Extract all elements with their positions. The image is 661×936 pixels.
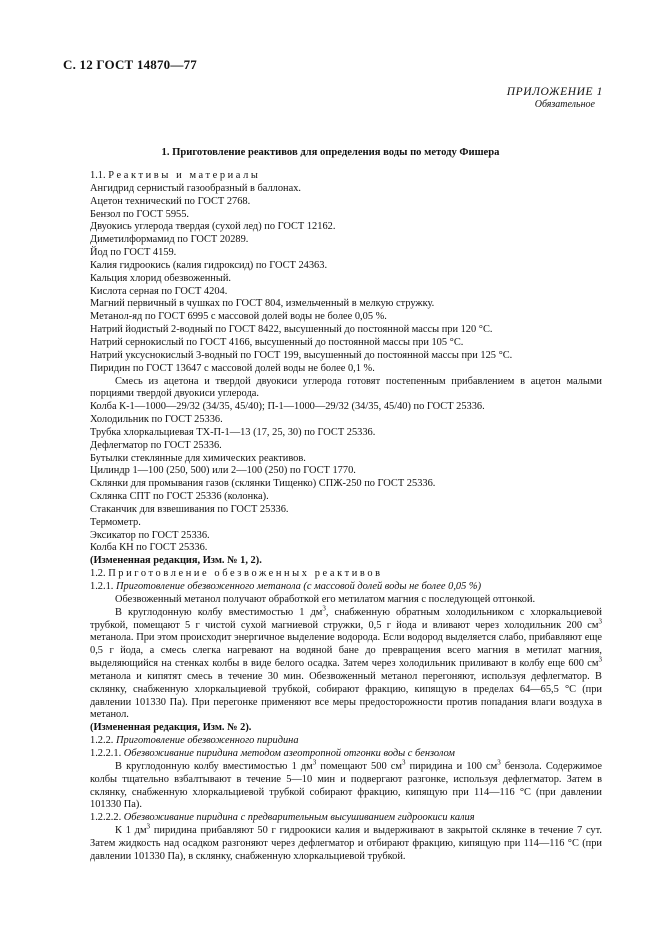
- list-item: Пиридин по ГОСТ 13647 с массовой долей воды не более 0,1 %.: [90, 362, 375, 374]
- superscript: 3: [312, 758, 317, 767]
- paragraph: [90, 604, 602, 723]
- annex-status: Обязательное: [534, 99, 595, 110]
- clause-number: 1.2.2.2.: [90, 812, 122, 824]
- list-item: Кислота серная по ГОСТ 4204.: [90, 285, 228, 297]
- text-run: метанола. При этом происходит энергичное выделение водорода. Если водород выделяется слабо, прибавляют еще 0,5 г йода, а смесь слегка нагревают на водяной бане до превращения всего магния в метилат магния, выделяющийся на стенках колбы в виде белого осадка. Затем через холодильник приливают в колбу еще 600 см: [90, 632, 602, 670]
- subsection-title: Реактивы и материалы: [108, 170, 261, 181]
- superscript: 3: [598, 655, 602, 664]
- paragraph: [90, 822, 602, 864]
- text-run: пиридина прибавляют 50 г гидроокиси калия и выдерживают в закрытой склянке в течение 7 сут. Затем жидкость над осадком разгоняют через дефлегматор и отбирают фракцию, кипящую при 114—116 °С (при давлении 101330 Па), в склянку, снабженную хлоркальциевой трубкой.: [90, 825, 602, 862]
- section-title: 1. Приготовление реактивов для определения воды по методу Фишера: [161, 147, 500, 158]
- clause-number: 1.2.1.: [90, 581, 114, 592]
- subsection-1-2-heading: [90, 568, 602, 581]
- equipment-list: [90, 401, 602, 555]
- text-run: К 1 дм: [115, 825, 147, 837]
- edit-note: (Измененная редакция, Изм. № 2).: [90, 722, 252, 734]
- clause-1-2-2-1-heading: [90, 748, 602, 761]
- reagent-list: [90, 183, 602, 376]
- list-item: Ацетон технический по ГОСТ 2768.: [90, 195, 251, 207]
- superscript: 3: [146, 822, 151, 831]
- list-item: Стаканчик для взвешивания по ГОСТ 25336.: [90, 503, 289, 515]
- text-run: , снабженную обратным холодильником с хлоркальциевой трубкой, помещают 5 г чистой сухой магниевой стружки, 0,5 г йода и вливают через холодильник 200 см: [90, 606, 602, 631]
- text-run: В круглодонную колбу вместимостью 1 дм: [115, 760, 313, 772]
- superscript: 3: [598, 617, 602, 626]
- document-body: [90, 170, 602, 864]
- list-item: Склянка СПТ по ГОСТ 25336 (колонка).: [90, 491, 269, 503]
- list-item: Метанол-яд по ГОСТ 6995 с массовой долей воды не более 0,05 %.: [90, 311, 387, 323]
- list-item: Цилиндр 1—100 (250, 500) или 2—100 (250) по ГОСТ 1770.: [90, 465, 356, 477]
- list-item: Дефлегматор по ГОСТ 25336.: [90, 439, 222, 451]
- subsection-title: Приготовление обезвоженных реактивов: [108, 568, 383, 580]
- clause-title: Обезвоживание пиридина методом азеотропной отгонки воды с бензолом: [123, 747, 455, 759]
- list-item: Бензол по ГОСТ 5955.: [90, 208, 190, 220]
- subsection-1-1-heading: [90, 170, 602, 183]
- text-run: метанола и кипятят смесь в течение 30 мин. Обезвоженный метанол перегоняют, используя дефлегматор. В склянку, снабженную хлоркальциевой трубкой, собирают фракцию, кипящую в пределах 64—65,5 °С (при давлении 101330 Па). При перегонке применяют все меры предосторожности против попадания влаги воздуха в метанол.: [90, 670, 602, 721]
- list-item: Кальция хлорид обезвоженный.: [90, 272, 232, 284]
- list-item: Холодильник по ГОСТ 25336.: [90, 414, 223, 426]
- text-run: помещают 500 см: [316, 760, 402, 772]
- clause-1-2-2-2-heading: [90, 812, 602, 825]
- mix-note: Смесь из ацетона и твердой двуокиси углерода готовят постепенным прибавлением в ацетон малыми порциями твердой двуокиси углерода.: [90, 375, 602, 400]
- edit-note: (Измененная редакция, Изм. № 1, 2).: [90, 555, 262, 567]
- list-item: Натрий йодистый 2-водный по ГОСТ 8422, высушенный до постоянной массы при 120 °С.: [90, 324, 493, 336]
- list-item: Колба КН по ГОСТ 25336.: [90, 542, 208, 554]
- paragraph: [90, 758, 603, 812]
- clause-title: Приготовление обезвоженного пиридина: [116, 735, 299, 747]
- clause-1-2-2-heading: [90, 735, 602, 748]
- list-item: Йод по ГОСТ 4159.: [90, 247, 177, 259]
- clause-number: 1.2.2.1.: [90, 747, 122, 759]
- page-header: С. 12 ГОСТ 14870—77: [63, 57, 197, 72]
- list-item: Калия гидроокись (калия гидроксид) по ГОСТ 24363.: [90, 259, 328, 271]
- list-item: Натрий сернокислый по ГОСТ 4166, высушенный до постоянной массы при 105 °С.: [90, 336, 464, 348]
- list-item: Эксикатор по ГОСТ 25336.: [90, 529, 210, 541]
- subsection-number: 1.2.: [90, 568, 106, 580]
- annex-label-block: [483, 86, 603, 110]
- text-run: пиридина и 100 см: [405, 760, 498, 772]
- list-item: Бутылки стеклянные для химических реактивов.: [90, 452, 306, 464]
- list-item: Ангидрид сернистый газообразный в баллонах.: [90, 182, 302, 194]
- annex-label: ПРИЛОЖЕНИЕ 1: [506, 86, 603, 98]
- subsection-number: 1.1.: [90, 170, 106, 181]
- text-run: В круглодонную колбу вместимостью 1 дм: [115, 606, 323, 618]
- list-item: Магний первичный в чушках по ГОСТ 804, измельченный в мелкую стружку.: [90, 298, 435, 310]
- superscript: 3: [497, 758, 501, 767]
- list-item: Двуокись углерода твердая (сухой лед) по ГОСТ 12162.: [90, 221, 336, 233]
- list-item: Склянки для промывания газов (склянки Тищенко) СПЖ-250 по ГОСТ 25336.: [90, 478, 436, 490]
- superscript: 3: [322, 604, 326, 613]
- clause-number: 1.2.2.: [90, 735, 114, 747]
- clause-1-2-1-heading: [90, 581, 602, 594]
- list-item: Термометр.: [90, 516, 141, 528]
- list-item: Колба К-1—1000—29/32 (34/35, 45/40); П-1—1000—29/32 (34/35, 45/40) по ГОСТ 25336.: [90, 401, 485, 413]
- list-item: Натрий уксуснокислый 3-водный по ГОСТ 199, высушенный до постоянной массы при 125 °С.: [90, 349, 513, 361]
- list-item: Диметилформамид по ГОСТ 20289.: [90, 234, 249, 246]
- paragraph: Обезвоженный метанол получают обработкой его метилатом магния с последующей отгонкой.: [115, 593, 536, 605]
- superscript: 3: [401, 758, 406, 767]
- clause-title: Приготовление обезвоженного метанола (с массовой долей воды не более 0,05 %): [116, 581, 482, 592]
- text-run: бензола. Содержимое колбы тщательно взбалтывают в течение 5—10 мин и подвергают разгонке, используя дефлегматор. Затем в склянку, снабженную хлоркальциевой трубкой собирают фракцию, кипящую при 114—116 °С (при давлении 101330 Па).: [90, 760, 603, 811]
- list-item: Трубка хлоркальциевая ТХ-П-1—13 (17, 25, 30) по ГОСТ 25336.: [90, 426, 376, 438]
- clause-title: Обезвоживание пиридина с предварительным высушиванием гидроокиси калия: [123, 812, 475, 824]
